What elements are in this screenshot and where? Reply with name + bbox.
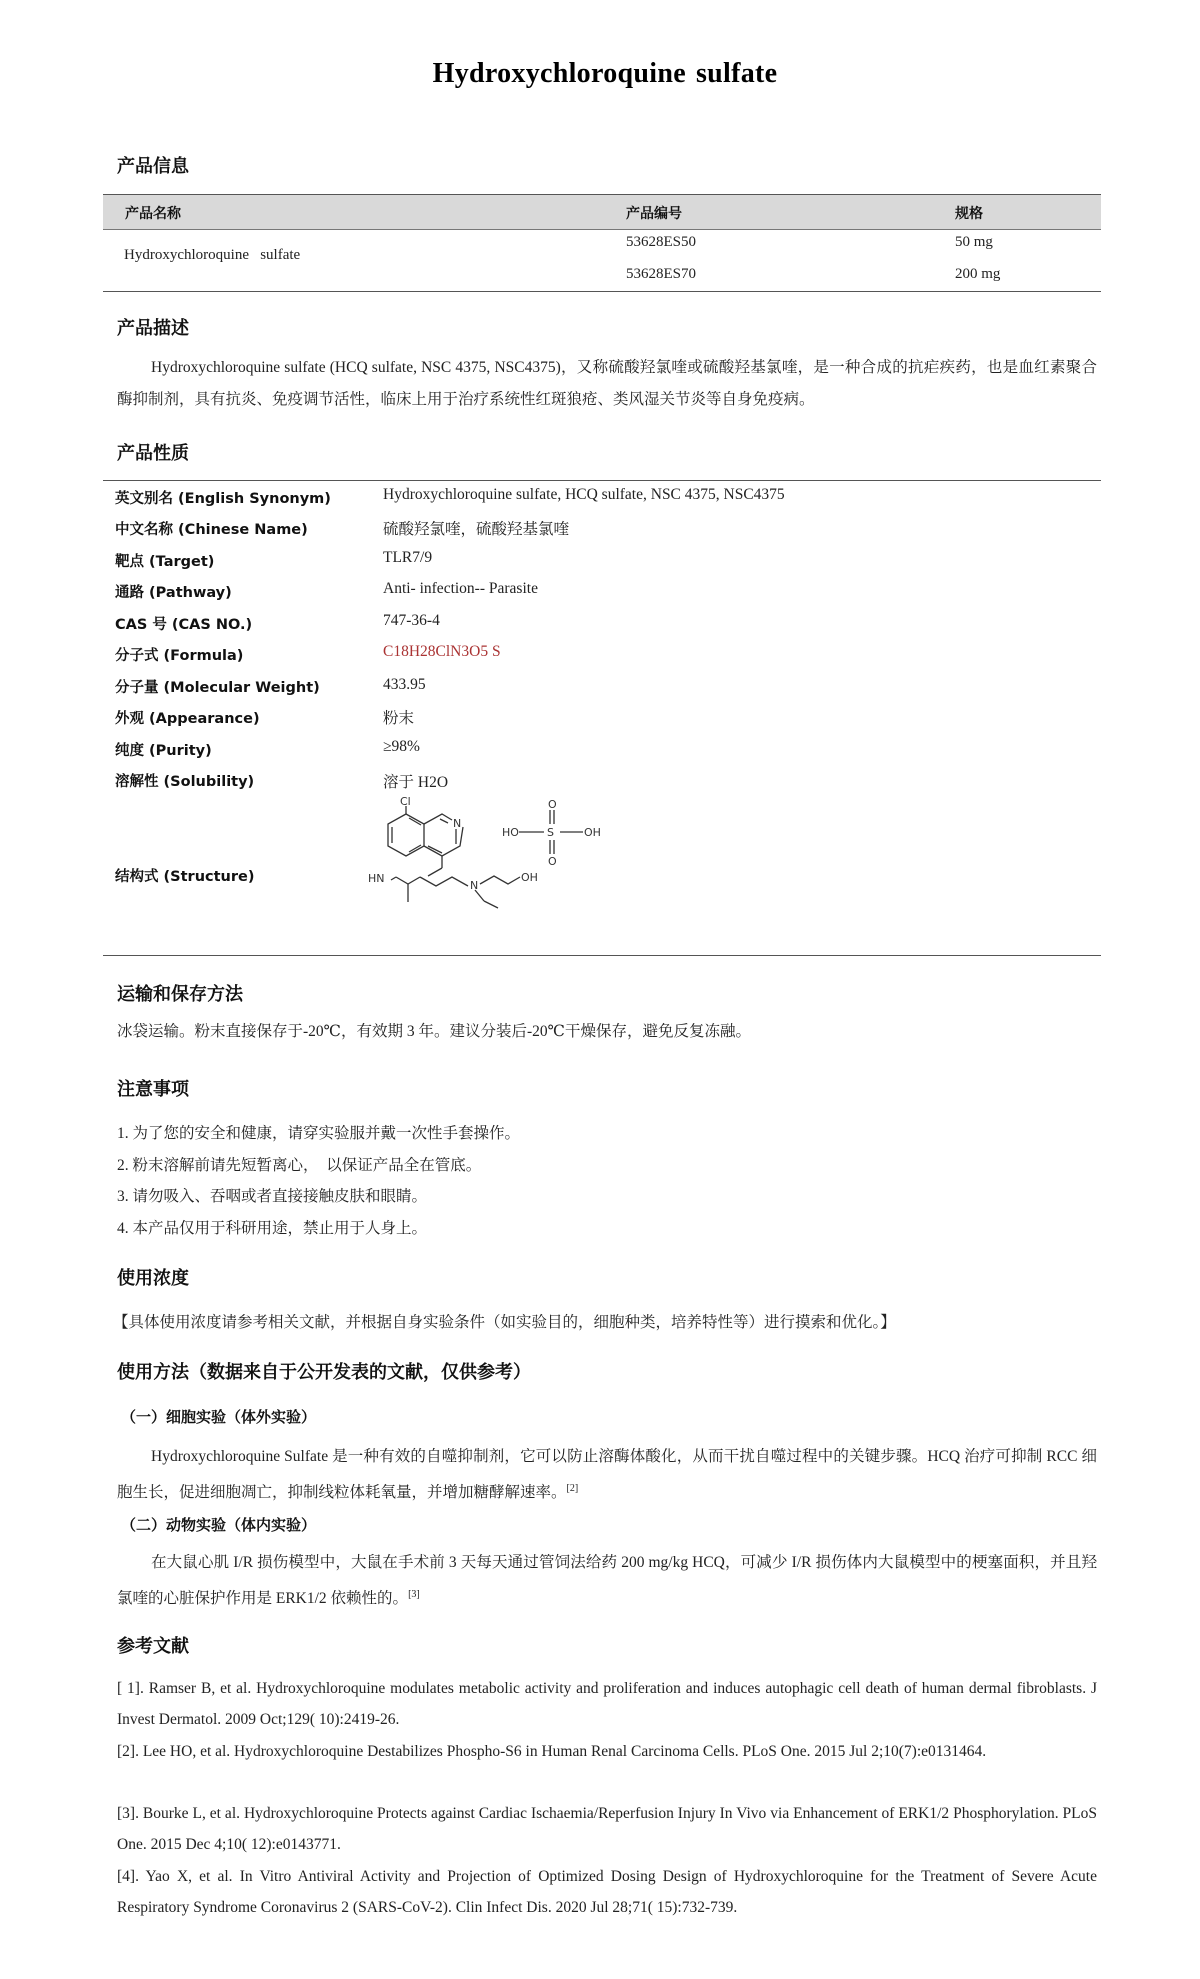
atom-o-bottom: O bbox=[548, 855, 557, 868]
note-item-1: 1. 为了您的安全和健康，请穿实验服并戴一次性手套操作。 bbox=[117, 1125, 521, 1142]
title-part1: Hydroxychloroquine bbox=[432, 58, 686, 89]
description-heading: 产品描述 bbox=[117, 318, 189, 339]
product-info-heading: 产品信息 bbox=[117, 156, 189, 177]
header-code: 产品编号 bbox=[626, 206, 682, 222]
atom-n-amine: N bbox=[470, 879, 479, 892]
title-part2: sulfate bbox=[695, 58, 778, 89]
prop-value-appearance: 粉末 bbox=[383, 710, 415, 727]
reference-item-2: [2]. Lee HO, et al. Hydroxychloroquine Destabilizes Phospho-S6 in Human Renal Carcinoma Cells. PLoS One. 2015 Jul 2;10(7):e0131464. bbox=[117, 1743, 987, 1760]
table-bottom-rule bbox=[103, 291, 1101, 292]
product-spec-2: 200 mg bbox=[955, 266, 1001, 282]
atom-hn: HN bbox=[368, 872, 385, 885]
prop-value-target: TLR7/9 bbox=[383, 549, 433, 566]
cell-experiment-text bbox=[117, 1441, 1097, 1509]
reference-item-3: [3]. Bourke L, et al. Hydroxychloroquine Protects against Cardiac Ischaemia/Reperfusion Injury In Vivo via Enhancement of ERK1/2 Phosphorylation. PLoS One. 2015 Dec 4;10( 12):e0143771. bbox=[117, 1805, 1097, 1853]
product-code-2: 53628ES70 bbox=[626, 266, 697, 282]
product-code-1: 53628ES50 bbox=[626, 234, 697, 250]
properties-bottom-rule bbox=[103, 955, 1101, 956]
prop-label-cas: CAS 号 (CAS NO.) bbox=[115, 617, 253, 633]
prop-value-purity: ≥98% bbox=[383, 738, 420, 755]
prop-label-pathway: 通路 (Pathway) bbox=[115, 585, 232, 601]
prop-label-purity: 纯度 (Purity) bbox=[115, 743, 212, 759]
cell-experiment-ref: [2] bbox=[566, 1483, 579, 1494]
atom-cl: Cl bbox=[400, 795, 411, 808]
prop-label-solubility: 溶解性 (Solubility) bbox=[115, 774, 255, 790]
animal-experiment-heading: （二）动物实验（体内实验） bbox=[121, 1516, 317, 1534]
prop-label-synonym: 英文别名 (English Synonym) bbox=[115, 491, 331, 507]
concentration-heading: 使用浓度 bbox=[117, 1268, 189, 1289]
prop-value-mw: 433.95 bbox=[383, 676, 426, 693]
reference-item-4: [4]. Yao X, et al. In Vitro Antiviral Activity and Projection of Optimized Dosing Design of Hydroxychloroquine for the Treatment of Severe Acute Respiratory Syndrome Coronavirus 2 (SARS-CoV-2). Clin Infect Dis. 2020 Jul 28;71( 15):732-739. bbox=[117, 1868, 1097, 1916]
atom-n-ring: N bbox=[453, 817, 462, 830]
prop-label-chinese-name: 中文名称 (Chinese Name) bbox=[115, 522, 308, 538]
usage-heading: 使用方法（数据来自于公开发表的文献，仅供参考） bbox=[117, 1362, 531, 1383]
prop-label-formula: 分子式 (Formula) bbox=[115, 648, 244, 664]
product-table-header bbox=[103, 194, 1101, 230]
prop-label-appearance: 外观 (Appearance) bbox=[115, 711, 260, 727]
cell-experiment-heading: （一）细胞实验（体外实验） bbox=[121, 1408, 317, 1426]
properties-top-rule bbox=[103, 480, 1101, 481]
storage-heading: 运输和保存方法 bbox=[117, 984, 243, 1005]
product-name-cell: Hydroxychloroquine sulfate bbox=[124, 247, 301, 263]
product-spec-1: 50 mg bbox=[955, 234, 993, 250]
atom-oh-s: OH bbox=[584, 826, 601, 839]
chemical-structure-image bbox=[368, 795, 676, 946]
animal-experiment-ref: [3] bbox=[408, 1589, 420, 1600]
prop-label-mw: 分子量 (Molecular Weight) bbox=[115, 680, 320, 696]
atom-s: S bbox=[547, 826, 554, 839]
note-item-4: 4. 本产品仅用于科研用途，禁止用于人身上。 bbox=[117, 1220, 428, 1237]
header-spec: 规格 bbox=[955, 206, 983, 222]
prop-label-target: 靶点 (Target) bbox=[115, 554, 215, 570]
notes-heading: 注意事项 bbox=[117, 1079, 189, 1100]
cell-experiment-body: Hydroxychloroquine Sulfate 是一种有效的自噬抑制剂，它可以防止溶酶体酸化，从而干扰自噬过程中的关键步骤。HCQ 治疗可抑制 RCC 细胞生长，促进细胞凋亡，抑制线粒体耗氧量，并增加糖酵解速率。 bbox=[117, 1448, 1097, 1502]
page-title bbox=[0, 58, 1200, 90]
atom-o-top: O bbox=[548, 798, 557, 811]
reference-item-1: [ 1]. Ramser B, et al. Hydroxychloroquine modulates metabolic activity and proliferation and induces autophagic cell death of human dermal fibroblasts. J Invest Dermatol. 2009 Oct;129( 10):2419-26. bbox=[117, 1680, 1097, 1728]
storage-text: 冰袋运输。粉末直接保存于-20℃，有效期 3 年。建议分装后-20℃干燥保存，避免反复冻融。 bbox=[117, 1023, 752, 1040]
prop-label-structure: 结构式 (Structure) bbox=[115, 869, 255, 885]
prop-value-chinese-name: 硫酸羟氯喹，硫酸羟基氯喹 bbox=[383, 521, 570, 538]
header-name: 产品名称 bbox=[125, 206, 181, 222]
prop-value-synonym: Hydroxychloroquine sulfate, HCQ sulfate, NSC 4375, NSC4375 bbox=[383, 486, 785, 503]
prop-value-formula: C18H28ClN3O5 S bbox=[383, 643, 501, 660]
references-heading: 参考文献 bbox=[117, 1636, 189, 1657]
note-item-2: 2. 粉末溶解前请先短暂离心， 以保证产品全在管底。 bbox=[117, 1157, 482, 1174]
atom-ho-s: HO bbox=[502, 826, 519, 839]
properties-heading: 产品性质 bbox=[117, 443, 189, 464]
prop-value-cas: 747-36-4 bbox=[383, 612, 440, 629]
description-text: Hydroxychloroquine sulfate (HCQ sulfate, NSC 4375, NSC4375)，又称硫酸羟氯喹或硫酸羟基氯喹，是一种合成的抗疟疾药，也是血红素聚合酶抑制剂，具有抗炎、免疫调节活性，临床上用于治疗系统性红斑狼疮、类风湿关节炎等自身免疫病。 bbox=[117, 359, 1097, 408]
note-item-3: 3. 请勿吸入、吞咽或者直接接触皮肤和眼睛。 bbox=[117, 1188, 428, 1205]
animal-experiment-text bbox=[117, 1547, 1097, 1615]
animal-experiment-body: 在大鼠心肌 I/R 损伤模型中，大鼠在手术前 3 天每天通过管饲法给药 200 mg/kg HCQ，可减少 I/R 损伤体内大鼠模型中的梗塞面积，并且羟氯喹的心脏保护作用是 ERK1/2 依赖性的。 bbox=[117, 1554, 1097, 1608]
atom-oh: OH bbox=[521, 871, 538, 884]
prop-value-solubility: 溶于 H2O bbox=[383, 774, 449, 791]
concentration-text: 【具体使用浓度请参考相关文献，并根据自身实验条件（如实验目的，细胞种类，培养特性等）进行摸索和优化。】 bbox=[113, 1314, 896, 1331]
prop-value-pathway: Anti- infection-- Parasite bbox=[383, 580, 538, 597]
